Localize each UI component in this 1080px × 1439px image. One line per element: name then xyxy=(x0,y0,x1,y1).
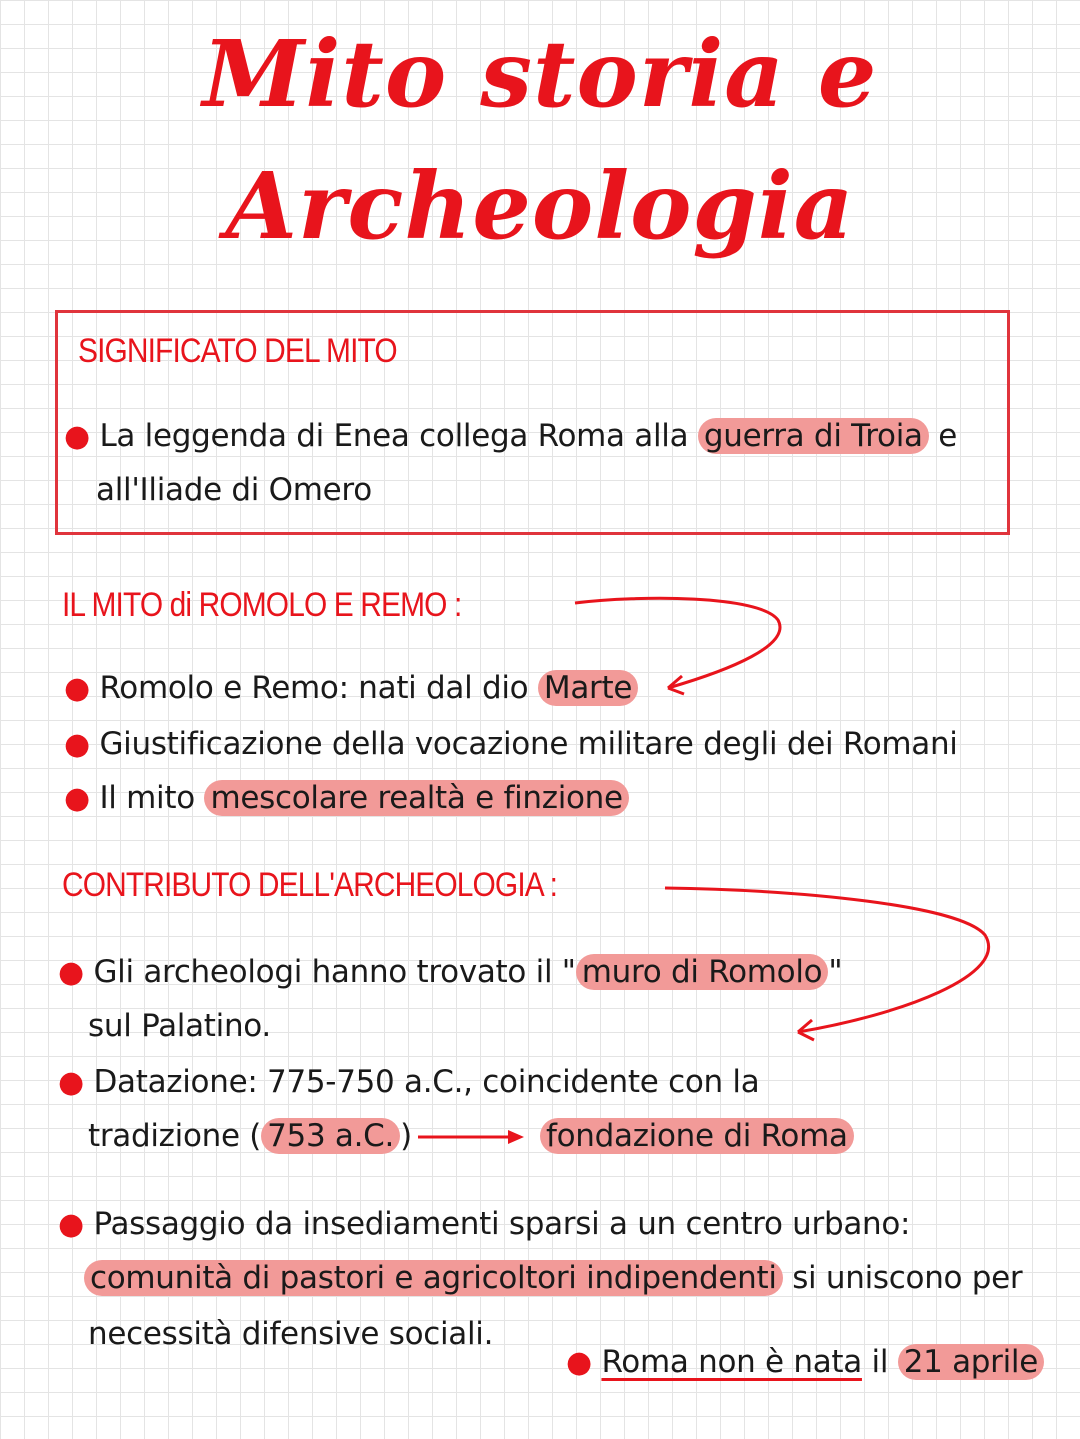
bullet-icon: ● xyxy=(58,1065,84,1100)
highlight: Marte xyxy=(538,670,638,706)
bullet-icon: ● xyxy=(64,727,90,762)
highlight: 21 aprile xyxy=(898,1344,1044,1380)
list-item-continuation: all'Iliade di Omero xyxy=(96,472,372,508)
list-item: ● Il mito mescolare realtà e finzione xyxy=(64,780,629,816)
list-item-continuation: tradizione ( 753 a.C. ) xyxy=(88,1118,412,1154)
list-item-continuation: necessità difensive sociali. xyxy=(88,1316,494,1352)
bullet-icon: ● xyxy=(64,671,90,706)
list-item: ● Romolo e Remo: nati dal dio Marte xyxy=(64,670,638,706)
highlight: guerra di Troia xyxy=(698,418,929,454)
highlight: fondazione di Roma xyxy=(540,1118,854,1154)
list-item: ● La leggenda di Enea collega Roma alla guerra di Troia e xyxy=(64,418,958,454)
arrow-head-icon xyxy=(508,1130,524,1144)
bullet-icon: ● xyxy=(64,419,90,454)
list-item: ● Gli archeologi hanno trovato il " muro di Romolo " xyxy=(58,954,843,990)
bullet-icon: ● xyxy=(58,955,84,990)
title-line-2: Archeologia xyxy=(225,152,855,260)
curved-arrow-icon xyxy=(575,598,780,688)
list-item: ● Giustificazione della vocazione militare degli dei Romani xyxy=(64,726,958,762)
bullet-icon: ● xyxy=(58,1207,84,1242)
section-heading-romolo-remo: IL MITO di ROMOLO E REMO : xyxy=(62,586,462,624)
list-item: ● Passaggio da insediamenti sparsi a un centro urbano: xyxy=(58,1206,911,1242)
bullet-icon: ● xyxy=(566,1345,592,1380)
curved-arrow-icon xyxy=(665,888,989,1032)
highlight: comunità di pastori e agricoltori indipendenti xyxy=(84,1260,783,1296)
list-item: ● Datazione: 775-750 a.C., coincidente con la xyxy=(58,1064,760,1100)
highlight: mescolare realtà e finzione xyxy=(204,780,628,816)
section-heading-significato: SIGNIFICATO DEL MITO xyxy=(78,332,397,370)
section-heading-archeologia: CONTRIBUTO DELL'ARCHEOLOGIA : xyxy=(62,866,558,904)
title-line-1: Mito storia e xyxy=(202,20,878,128)
highlight: muro di Romolo xyxy=(576,954,829,990)
bullet-icon: ● xyxy=(64,781,90,816)
highlight: 753 a.C. xyxy=(261,1118,400,1154)
list-item-continuation: comunità di pastori e agricoltori indipendenti si uniscono per xyxy=(84,1260,1022,1296)
note-roma: ● Roma non è nata il 21 aprile xyxy=(566,1344,1044,1380)
list-item-continuation: sul Palatino. xyxy=(88,1008,271,1044)
